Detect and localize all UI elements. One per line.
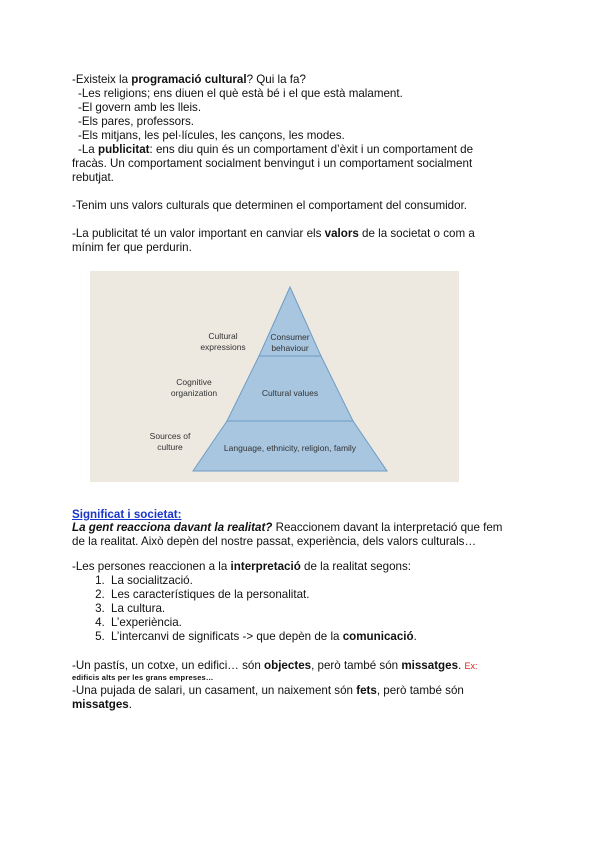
tier-bottom-label: Language, ethnicity, religion, family: [223, 443, 357, 453]
text-line: -Tenim uns valors culturals que determinen el comportament del consumidor.: [72, 199, 468, 212]
left-label: culture: [157, 442, 183, 452]
section-heading[interactable]: [72, 508, 182, 522]
bold-term: interpretació: [230, 560, 301, 573]
example-label: Ex:: [464, 661, 478, 671]
left-label: Sources of: [149, 431, 191, 441]
left-label: Cultural: [208, 331, 238, 341]
list-item: -Les religions; ens diuen el què està bé i el que està malament.: [78, 87, 403, 100]
list-item: -La publicitat: ens diu quin és un comportament d’èxit i un comportament de: [78, 143, 474, 156]
left-label: Cognitive: [176, 377, 212, 387]
text-line: -Un pastís, un cotxe, un edifici… són objectes, però també són missatges. Ex:: [72, 659, 478, 672]
culture-pyramid-figure: [90, 271, 459, 482]
text-line: -La publicitat té un valor important en canviar els valors de la societat o com a: [72, 227, 475, 240]
list-item: 1. La socialització.: [108, 574, 417, 588]
list-item: 5. L’intercanvi de significats -> que depèn de la comunicació.: [108, 630, 417, 644]
left-label: organization: [170, 388, 218, 398]
text-line: mínim fer que perdurin.: [72, 241, 192, 254]
example-text: edificis alts per les grans empreses…: [72, 673, 214, 682]
list-item: 4. L’experiència.: [108, 616, 417, 630]
text-line: -Una pujada de salari, un casament, un naixement són fets, però també són: [72, 684, 464, 697]
list-item: 2. Les característiques de la personalitat.: [108, 588, 417, 602]
list-item: 3. La cultura.: [108, 602, 417, 616]
left-label: expressions: [200, 342, 246, 352]
list-item: -Els mitjans, les pel·lícules, les cançons, les modes.: [78, 129, 345, 142]
text-line: La gent reacciona davant la realitat? Reaccionem davant la interpretació que fem: [72, 521, 503, 534]
text-line: -Les persones reaccionen a la interpretació de la realitat segons:: [72, 560, 411, 573]
tier-top-label: Consumer: [270, 332, 310, 342]
list-item: -Els pares, professors.: [78, 115, 194, 128]
section-heading-link[interactable]: Significat i societat:: [72, 508, 182, 521]
text-line: missatges.: [72, 698, 132, 711]
bold-term: comunicació: [342, 630, 414, 643]
bold-term: valors: [324, 227, 359, 240]
tier-middle-label: Cultural values: [261, 388, 319, 398]
text-line: rebutjat.: [72, 171, 114, 184]
list-item: -El govern amb les lleis.: [78, 101, 202, 114]
numbered-list: [72, 574, 417, 644]
question-line: -Existeix la programació cultural? Qui la fa?: [72, 73, 306, 86]
question-italic: La gent reacciona davant la realitat?: [72, 521, 273, 534]
bold-term: programació cultural: [131, 73, 247, 86]
bold-term: publicitat: [97, 143, 150, 156]
text-line: fracàs. Un comportament socialment benvingut i un comportament socialment: [72, 157, 473, 170]
text-line: de la realitat. Això depèn del nostre passat, experiència, dels valors culturals…: [72, 535, 477, 548]
tier-top-label: behaviour: [271, 343, 309, 353]
